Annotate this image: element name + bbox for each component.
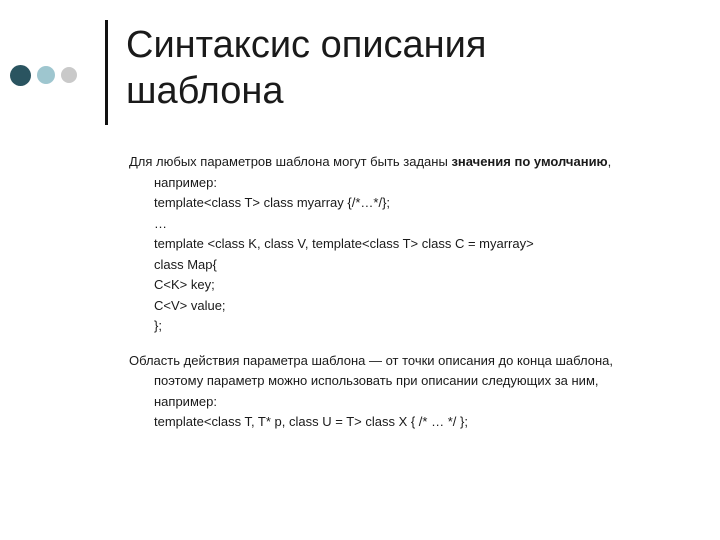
light-teal-dot [37, 66, 55, 84]
title-line-2: шаблона [126, 70, 284, 112]
gray-dot [61, 67, 77, 83]
code-line: C<K> key; [154, 277, 215, 292]
decorative-dots [10, 62, 83, 88]
paragraph-2-line: например: [154, 393, 217, 409]
paragraph-gap [129, 337, 689, 351]
paragraph-2-first-line: Область действия параметра шаблона — от точки описания до конца шаблона, [129, 352, 613, 368]
code-line: template<class T> class myarray {/*…*/}; [154, 195, 391, 210]
paragraph-1-line: например: [154, 174, 217, 190]
title-divider [105, 20, 108, 125]
code-line: }; [154, 318, 162, 333]
code-line: … [154, 215, 167, 231]
code-line: class Map{ [154, 256, 217, 272]
paragraph-1-text: Для любых параметров шаблона могут быть заданы [129, 154, 452, 169]
slide-title [126, 22, 486, 114]
dark-teal-dot [10, 65, 31, 86]
default-values-emphasis: значения по умолчанию [451, 154, 608, 169]
slide-body [129, 152, 689, 433]
paragraph-1-punct: , [607, 154, 612, 169]
code-line: template<class T, T* p, class U = T> class X { /* … */ }; [154, 414, 468, 429]
code-line: C<V> value; [154, 297, 226, 313]
paragraph-1-first-line [129, 152, 689, 173]
code-line: template <class K, class V, template<class T> class C = myarray> [154, 236, 534, 251]
title-line-1: Синтаксис описания [126, 24, 487, 66]
paragraph-2-line: поэтому параметр можно использовать при описании следующих за ним, [154, 373, 599, 388]
